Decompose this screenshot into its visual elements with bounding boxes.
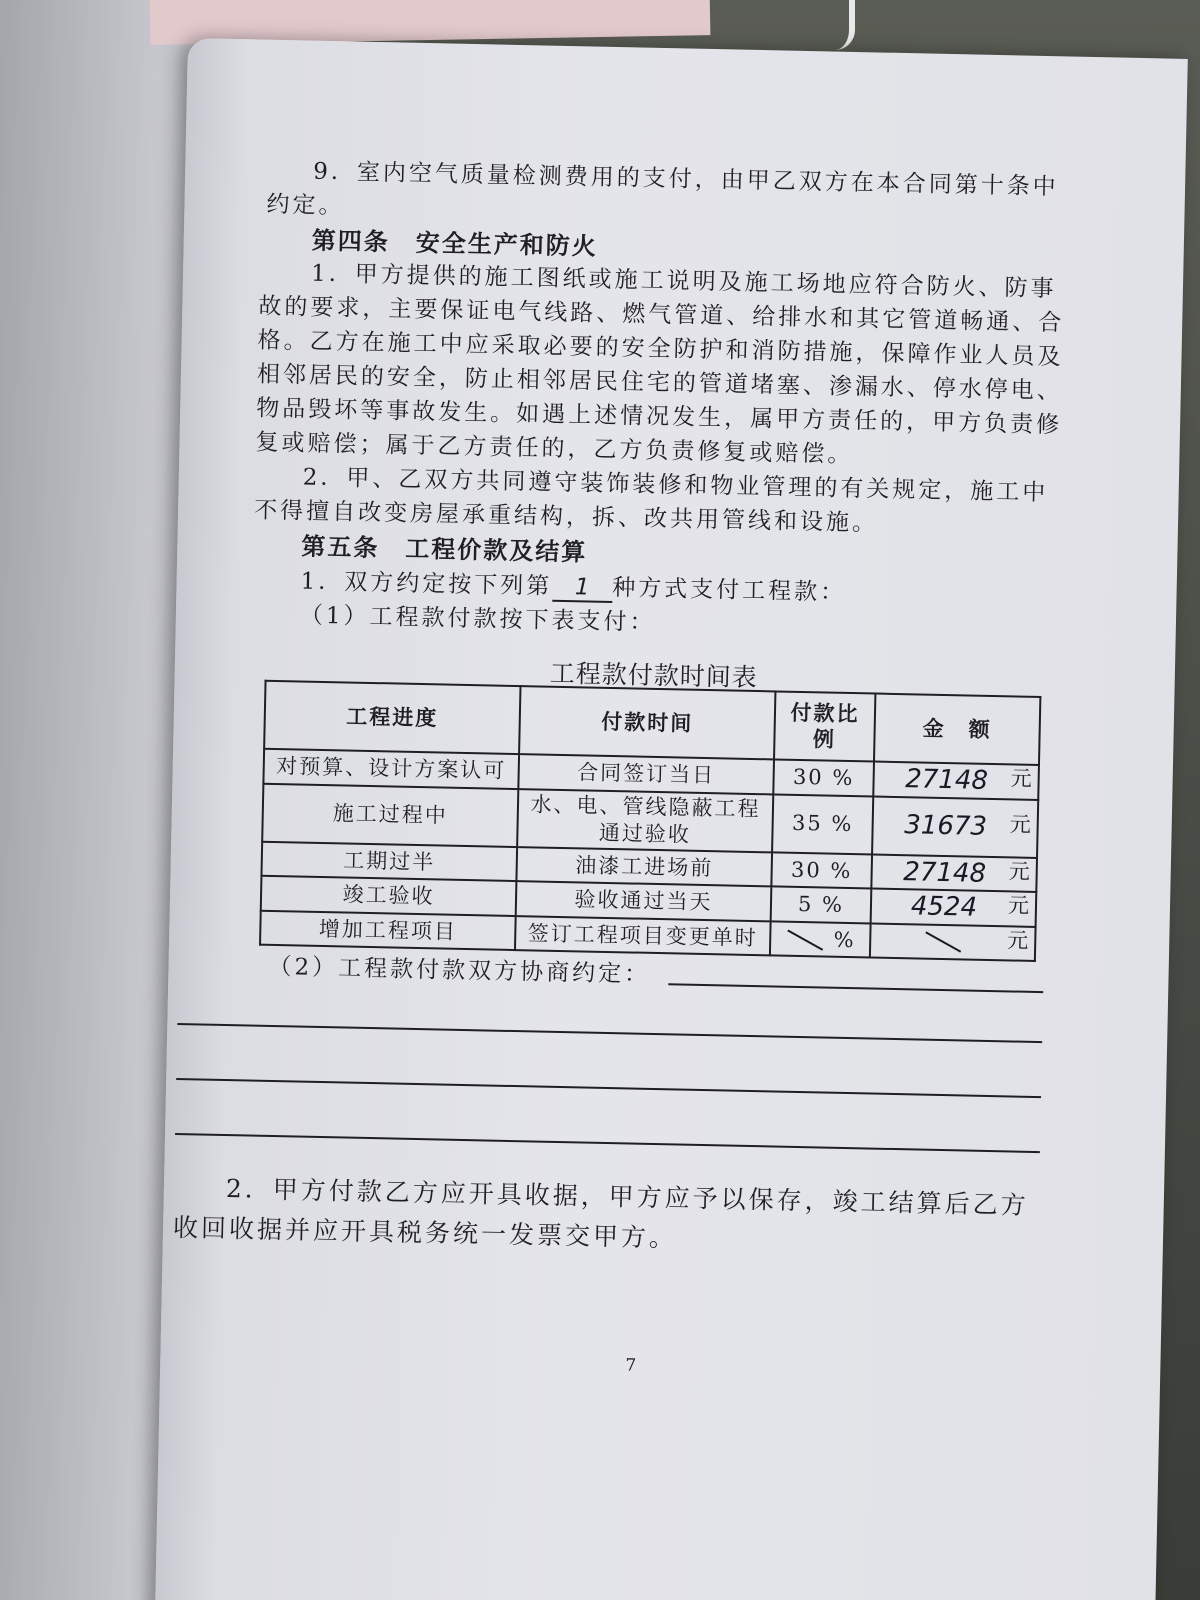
table-title: 工程款付款时间表: [549, 658, 759, 693]
clause4-item1-line: 格。乙方在施工中应采取必要的安全防护和消防措施，保障作业人员及: [257, 327, 1064, 371]
clause5-item1-suffix: 种方式支付工程款：: [611, 575, 847, 606]
item9-line2: 约定。: [266, 191, 345, 220]
row-stage: 工期过半: [261, 841, 517, 881]
currency-unit: 元: [1007, 927, 1031, 953]
clause4-item1-line: 物品毁坏等事故发生。如遇上述情况发生，属甲方责任的，甲方负责修: [255, 395, 1063, 439]
white-cable: [835, 0, 855, 50]
row-stage: 增加工程项目: [260, 910, 516, 950]
clause5-sub1: （1）工程款付款按下表支付：: [299, 602, 656, 636]
row-amount-cell: [871, 854, 1037, 892]
row-ratio-cell: [770, 921, 871, 958]
clause5-title: 第五条 工程价款及结算: [301, 532, 588, 567]
row-ratio: 30 %: [773, 759, 874, 796]
row-time: 合同签订当日: [518, 754, 774, 794]
document-page: [154, 38, 1187, 1600]
strike-mark: [925, 931, 961, 952]
row-ratio: %: [833, 927, 856, 952]
blank-line: [668, 983, 1043, 993]
clause4-title: 第四条 安全生产和防火: [311, 226, 599, 261]
clause5-item2-line: 收回收据并应开具税务统一发票交甲方。: [172, 1212, 678, 1253]
row-ratio: 5 %: [771, 886, 872, 923]
item9-line1: 9．室内空气质量检测费用的支付，由甲乙双方在本合同第十条中: [312, 158, 1059, 201]
row-stage: 施工过程中: [262, 783, 518, 846]
row-time: 油漆工进场前: [516, 847, 772, 887]
clause5-item2-line: 2．甲方付款乙方应开具收据，甲方应予以保存，竣工结算后乙方: [225, 1174, 1029, 1220]
row-ratio: 35 %: [772, 794, 873, 854]
row-amount-cell: [873, 762, 1039, 800]
currency-unit: 元: [1010, 766, 1034, 791]
row-amount-cell: [872, 796, 1038, 857]
row-amount-cell: [870, 923, 1036, 961]
clause4-item1-line: 故的要求，主要保证电气线路、燃气管道、给排水和其它管道畅通、合: [258, 293, 1065, 337]
strike-mark: [787, 930, 823, 951]
clause4-item2-line: 不得擅自改变房屋承重结构，拆、改共用管线和设施。: [253, 497, 879, 537]
clause5-item1-prefix: 1．双方约定按下列第: [300, 568, 553, 600]
header-ratio: 付款比例: [774, 691, 875, 761]
blank-line: [177, 1023, 1042, 1043]
handwritten-amount: 4524: [910, 891, 978, 923]
currency-unit: 元: [1008, 858, 1032, 884]
row-stage: 对预算、设计方案认可: [263, 749, 519, 789]
currency-unit: 元: [1009, 812, 1033, 838]
currency-unit: 元: [1007, 893, 1032, 918]
payment-method-handwritten: 1: [552, 574, 613, 603]
row-time: 验收通过当天: [516, 881, 772, 921]
row-ratio: 30 %: [771, 852, 872, 889]
header-amount: 金 额: [874, 694, 1040, 765]
row-stage: 竣工验收: [261, 876, 517, 916]
row-amount-cell: [871, 888, 1037, 926]
handwritten-amount: 31673: [903, 810, 988, 843]
row-time: 水、电、管线隐蔽工程通过验收: [517, 789, 773, 852]
payment-schedule-table: [259, 680, 1041, 962]
page-number: 7: [625, 1355, 640, 1376]
row-time: 签订工程项目变更单时: [515, 916, 771, 956]
clause4-item1-line: 复或赔偿；属于乙方责任的，乙方负责修复或赔偿。: [255, 429, 854, 469]
handwritten-amount: 27148: [903, 856, 987, 889]
clause5-sub2: （2）工程款付款双方协商约定：: [268, 953, 651, 988]
page-content: [154, 38, 1187, 1600]
clause4-item1-line: 相邻居民的安全，防止相邻居民住宅的管道堵塞、渗漏水、停水停电、: [256, 361, 1064, 405]
clause4-item2-line: 2．甲、乙双方共同遵守装饰装修和物业管理的有关规定，施工中: [302, 464, 1049, 507]
blank-line: [175, 1133, 1040, 1153]
handwritten-amount: [896, 925, 987, 959]
header-stage: 工程进度: [264, 681, 520, 754]
clause4-item1-line: 1．甲方提供的施工图纸或施工说明及施工场地应符合防火、防事: [310, 260, 1057, 303]
header-time: 付款时间: [519, 686, 775, 759]
blank-line: [176, 1078, 1041, 1098]
handwritten-amount: 27148: [904, 764, 989, 796]
